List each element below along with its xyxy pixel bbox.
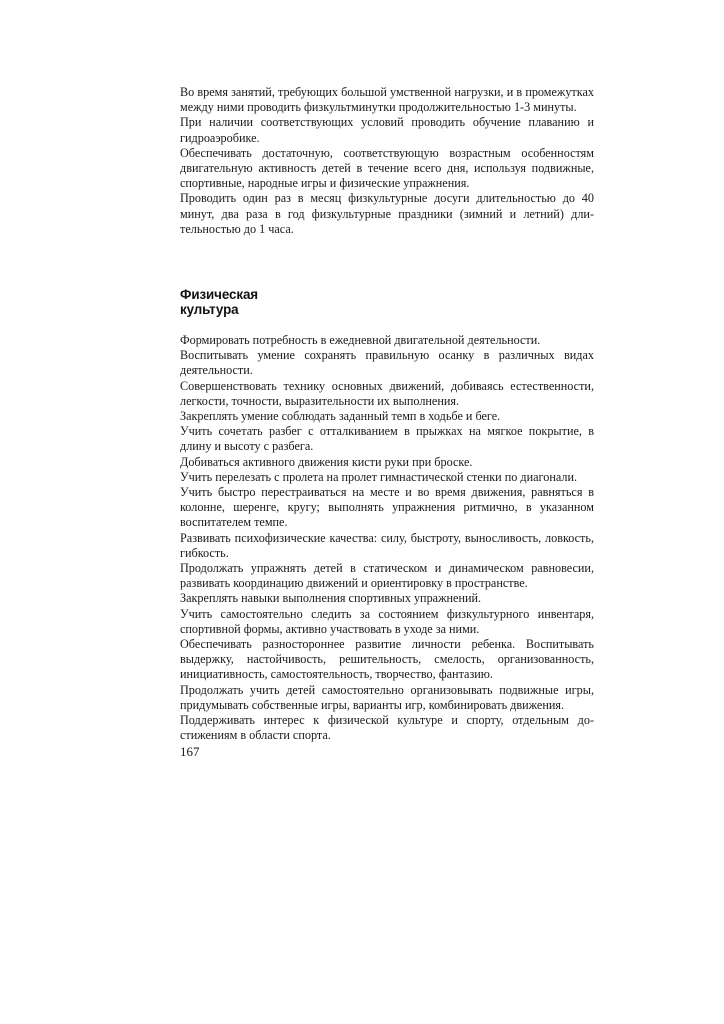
body-paragraph: Обеспечивать разностороннее развитие личности ребенка. Воспитывать выдержку, настойчивость, решительность, смелость, организованность, инициативность, самостоятельность, творчество, фантазию. — [180, 637, 594, 682]
intro-paragraph: Обеспечивать достаточную, соответствующую возрастным особенностям двигательную активность детей в течение всего дня, используя подвижные, спортивные, народные игры и физические упражнения. — [180, 145, 594, 191]
body-paragraph: Формировать потребность в ежедневной двигательной деятельности. — [180, 333, 541, 347]
body-paragraph: Учить самостоятельно следить за состоянием физкультурного инвентаря, спортивной формы, активно участвовать в уходе за ними. — [180, 606, 594, 636]
intro-paragraph: Проводить один раз в месяц физкультурные досуги длительностью до 40 минут, два раза в год физкультурные праздники (зимний и летний) длительностью до 1 часа. — [180, 191, 594, 236]
intro-text-block — [180, 85, 594, 237]
body-paragraph: Продолжать учить детей самостоятельно организовывать подвижные игры, придумывать собственные игры, варианты игр, комбинировать движения. — [180, 682, 594, 712]
body-paragraph: Продолжать упражнять детей в статическом и динамическом равновесии, развивать координацию движений и ориентировку в пространстве. — [180, 561, 594, 591]
body-paragraph: Учить перелезать с пролета на пролет гимнастической стенки по диагонали. — [180, 469, 578, 484]
intro-paragraph: Во время занятий, требующих большой умственной нагрузки, и в промежутках между ними проводить физкультминутки продолжительностью 1-3 минуты. — [180, 85, 594, 115]
body-paragraph: Развивать психофизические качества: силу, быстроту, выносливость, ловкость, гибкость. — [180, 530, 594, 560]
body-paragraph: Закреплять умение соблюдать заданный темп в ходьбе и беге. — [180, 409, 501, 424]
body-paragraph: Закреплять навыки выполнения спортивных упражнений. — [180, 591, 482, 606]
section-heading-line-1: Физическая — [180, 287, 259, 302]
body-paragraph: Учить быстро перестраиваться на месте и во время движения, равняться в колонне, шеренге, кругу; выполнять упражнения ритмично, в указанном воспитателем темпе. — [180, 485, 594, 530]
section-heading-line-2: культура — [180, 301, 239, 317]
section-heading — [180, 288, 380, 317]
intro-paragraph: При наличии соответствующих условий проводить обучение плаванию и гидроаэробике. — [180, 115, 594, 145]
section-body-text-block — [180, 333, 594, 743]
page-number: 167 — [180, 744, 200, 759]
body-paragraph: Добиваться активного движения кисти руки при броске. — [180, 454, 473, 469]
body-paragraph: Поддерживать интерес к физической культуре и спорту, отдельным достижениям в области спорта. — [180, 713, 594, 743]
body-paragraph: Воспитывать умение сохранять правильную осанку в различных видах деятельности. — [180, 348, 594, 378]
body-paragraph: Совершенствовать технику основных движений, добиваясь естественности, легкости, точности, выразительности их выполнения. — [180, 378, 594, 408]
body-paragraph: Учить сочетать разбег с отталкиванием в прыжках на мягкое покрытие, в длину и высоту с разбега. — [180, 424, 594, 454]
